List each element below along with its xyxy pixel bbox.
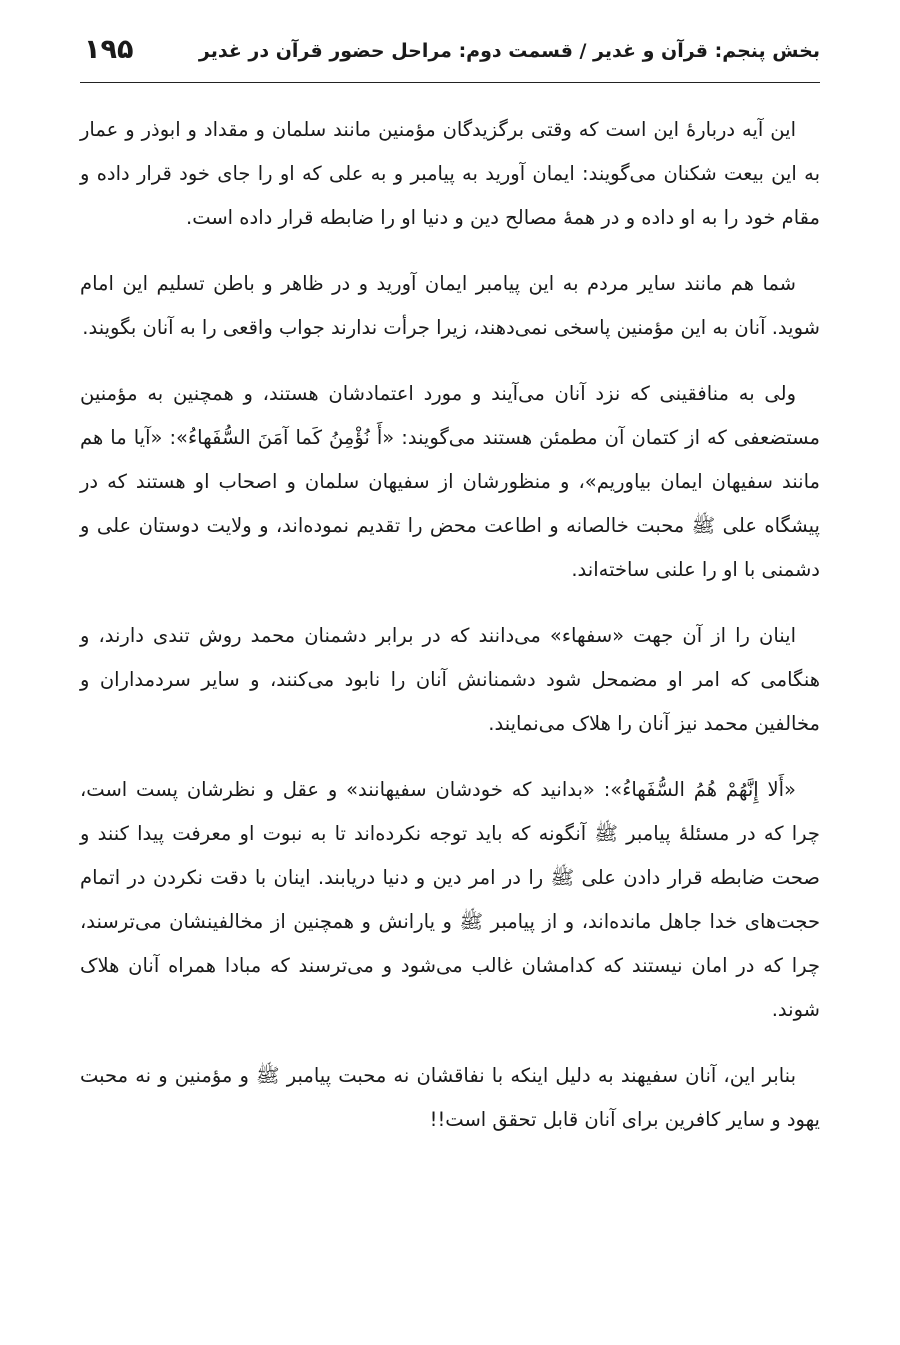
paragraph-4: اینان را از آن جهت «سفهاء» می‌دانند که در برابر دشمنان محمد روش تندی دارند، و هنگامی که امر او مضمحل شود دشمنانش آنان را نابود می‌کنند، و سایر سردمداران و مخالفین محمد نیز آنان را هلاک می‌نمایند. — [80, 624, 820, 735]
page-number: ۱۹۵ — [84, 34, 134, 65]
paragraph-5: «أَلا إِنَّهُمْ هُمُ السُّفَهاءُ»: «بدانید که خودشان سفیهانند» و عقل و نظرشان پست است، چرا که در مسئلهٔ پیامبر ﷺ آنگونه که باید توجه نکرده‌اند تا به نبوت او معرفت پیدا کنند و صحت ضابطه قرار دادن علی ﷺ را در امر دین و دنیا دریابند. اینان با دقت نکردن در اتمام حجت‌های خدا جاهل مانده‌اند، و از پیامبر ﷺ و یارانش و همچنین از مخالفینشان می‌ترسند، چرا که در امان نیستند که کدامشان غالب می‌شود و می‌ترسند که مبادا همراه آنان هلاک شوند. — [80, 778, 820, 1021]
body-text — [80, 108, 820, 1164]
running-head: بخش پنجم: قرآن و غدیر / قسمت دوم: مراحل حضور قرآن در غدیر — [198, 40, 820, 62]
paragraph-6: بنابر این، آنان سفیهند به دلیل اینکه با نفاقشان نه محبت پیامبر ﷺ و مؤمنین و نه محبت یهود و سایر کافرین برای آنان قابل تحقق است!! — [80, 1064, 820, 1131]
page-header — [80, 30, 820, 83]
paragraph-1: این آیه دربارهٔ این است که وقتی برگزیدگان مؤمنین مانند سلمان و مقداد و ابوذر و عمار به این بیعت شکنان می‌گویند: ایمان آورید به پیامبر و به علی که او را جای خود قرار داده و مقام خود را به او داده و در همهٔ مصالح دین و دنیا او را ضابطه قرار داده است. — [80, 118, 820, 229]
paragraph-2: شما هم مانند سایر مردم به این پیامبر ایمان آورید و در ظاهر و باطن تسلیم این امام شوید. آنان به این مؤمنین پاسخی نمی‌دهند، زیرا جرأت ندارند جواب واقعی را به آنان بگویند. — [80, 272, 820, 339]
paragraph-3: ولی به منافقینی که نزد آنان می‌آیند و مورد اعتمادشان هستند، و همچنین به مؤمنین مستضعفی که از کتمان آن مطمئن هستند می‌گویند: «أَ نُؤْمِنُ كَما آمَنَ السُّفَهاءُ»: «آیا ما هم مانند سفیهان ایمان بیاوریم»، و منظورشان از سفیهان سلمان و اصحاب او هستند که در پیشگاه علی ﷺ محبت خالصانه و اطاعت محض را تقدیم نموده‌اند، و ولایت دوستان علی و دشمنی با او را علنی ساخته‌اند. — [80, 382, 820, 581]
